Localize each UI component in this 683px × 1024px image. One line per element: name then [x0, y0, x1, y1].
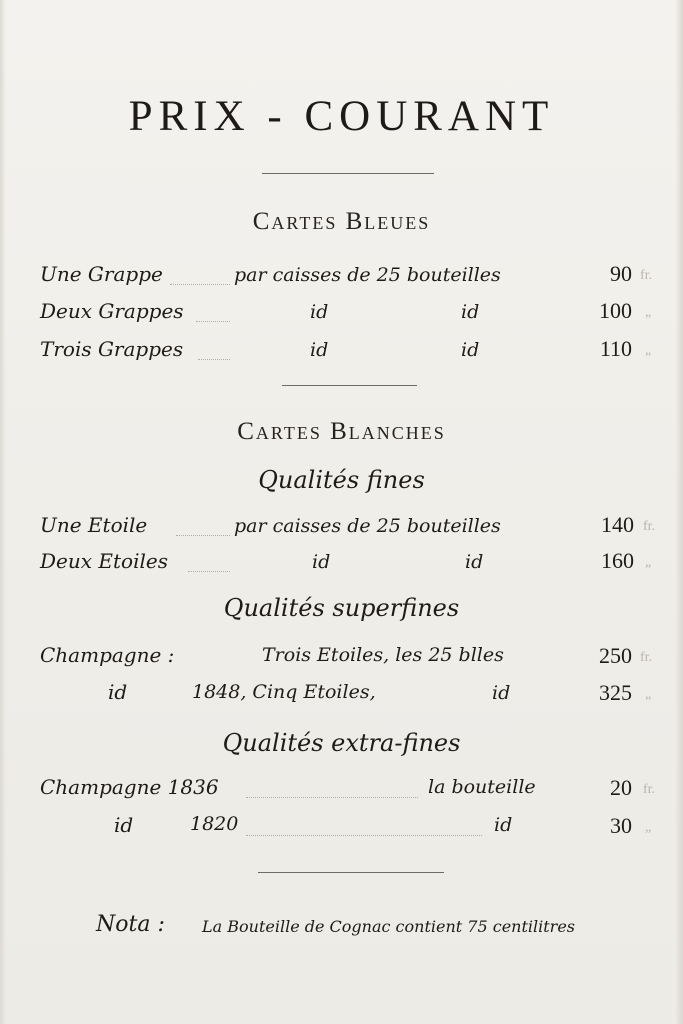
item-packaging: par caisses de 25 bouteilles: [234, 515, 501, 537]
item-packaging: par caisses de 25 bouteilles: [234, 264, 501, 286]
item-label: Deux Grappes: [40, 299, 184, 323]
item-label: Une Grappe: [40, 262, 163, 286]
item-packaging: la bouteille: [428, 776, 536, 798]
subheading-qualites-extra-fines: Qualités extra-fines: [222, 729, 461, 757]
section-divider: [282, 385, 417, 386]
currency-unit: fr.: [643, 782, 656, 797]
leader-dots: [198, 359, 230, 360]
nota-text: La Bouteille de Cognac contient 75 centilitres: [202, 917, 576, 936]
item-description: Trois Etoiles, les 25 blles: [262, 644, 504, 666]
ditto-mark: „: [645, 343, 652, 358]
item-price: 100: [599, 298, 632, 323]
item-price: 325: [599, 680, 632, 705]
item-price: 160: [601, 548, 634, 573]
ditto-mark: „: [645, 820, 652, 835]
item-label: Une Etoile: [40, 513, 148, 537]
item-label: Champagne 1836: [40, 775, 219, 799]
page-edge-right: [675, 0, 683, 1024]
section-heading-cartes-bleues: Cartes Bleues: [252, 208, 431, 235]
item-price: 140: [601, 512, 634, 537]
item-id-mark: id: [465, 551, 484, 573]
item-id-mark: id: [461, 301, 480, 323]
item-id-mark: id: [108, 680, 128, 704]
item-id-mark: id: [492, 682, 511, 704]
item-id-mark: id: [461, 339, 480, 361]
item-id-mark: id: [114, 813, 134, 837]
leader-dots: [246, 835, 482, 836]
leader-dots: [196, 321, 230, 322]
item-price: 250: [599, 643, 632, 668]
leader-dots: [170, 284, 230, 285]
item-label: Champagne :: [40, 643, 175, 667]
currency-unit: fr.: [640, 650, 653, 665]
item-id-mark: id: [310, 339, 329, 361]
subheading-qualites-fines: Qualités fines: [258, 466, 425, 494]
currency-unit: fr.: [643, 519, 656, 534]
ditto-mark: „: [645, 555, 652, 570]
ditto-mark: „: [645, 305, 652, 320]
item-id-mark: id: [494, 814, 513, 836]
item-id-mark: id: [312, 551, 331, 573]
item-year: 1820: [190, 813, 239, 835]
leader-dots: [246, 797, 418, 798]
section-heading-cartes-blanches: Cartes Blanches: [237, 418, 446, 445]
leader-dots: [176, 535, 230, 536]
nota-label: Nota :: [96, 912, 165, 937]
item-id-mark: id: [310, 301, 329, 323]
page-edge-left: [0, 0, 6, 1024]
item-price: 110: [599, 336, 632, 361]
footer-divider: [258, 872, 444, 873]
ditto-mark: „: [645, 687, 652, 702]
item-description: 1848, Cinq Etoiles,: [192, 681, 376, 703]
item-price: 90: [610, 261, 632, 286]
title-divider: [262, 173, 434, 174]
leader-dots: [188, 571, 230, 572]
item-price: 20: [610, 775, 632, 800]
currency-unit: fr.: [640, 268, 653, 283]
item-label: Deux Etoiles: [40, 549, 168, 573]
item-label: Trois Grappes: [40, 337, 184, 361]
page-title: PRIX - COURANT: [128, 93, 555, 140]
subheading-qualites-superfines: Qualités superfines: [223, 594, 460, 622]
item-price: 30: [610, 813, 632, 838]
